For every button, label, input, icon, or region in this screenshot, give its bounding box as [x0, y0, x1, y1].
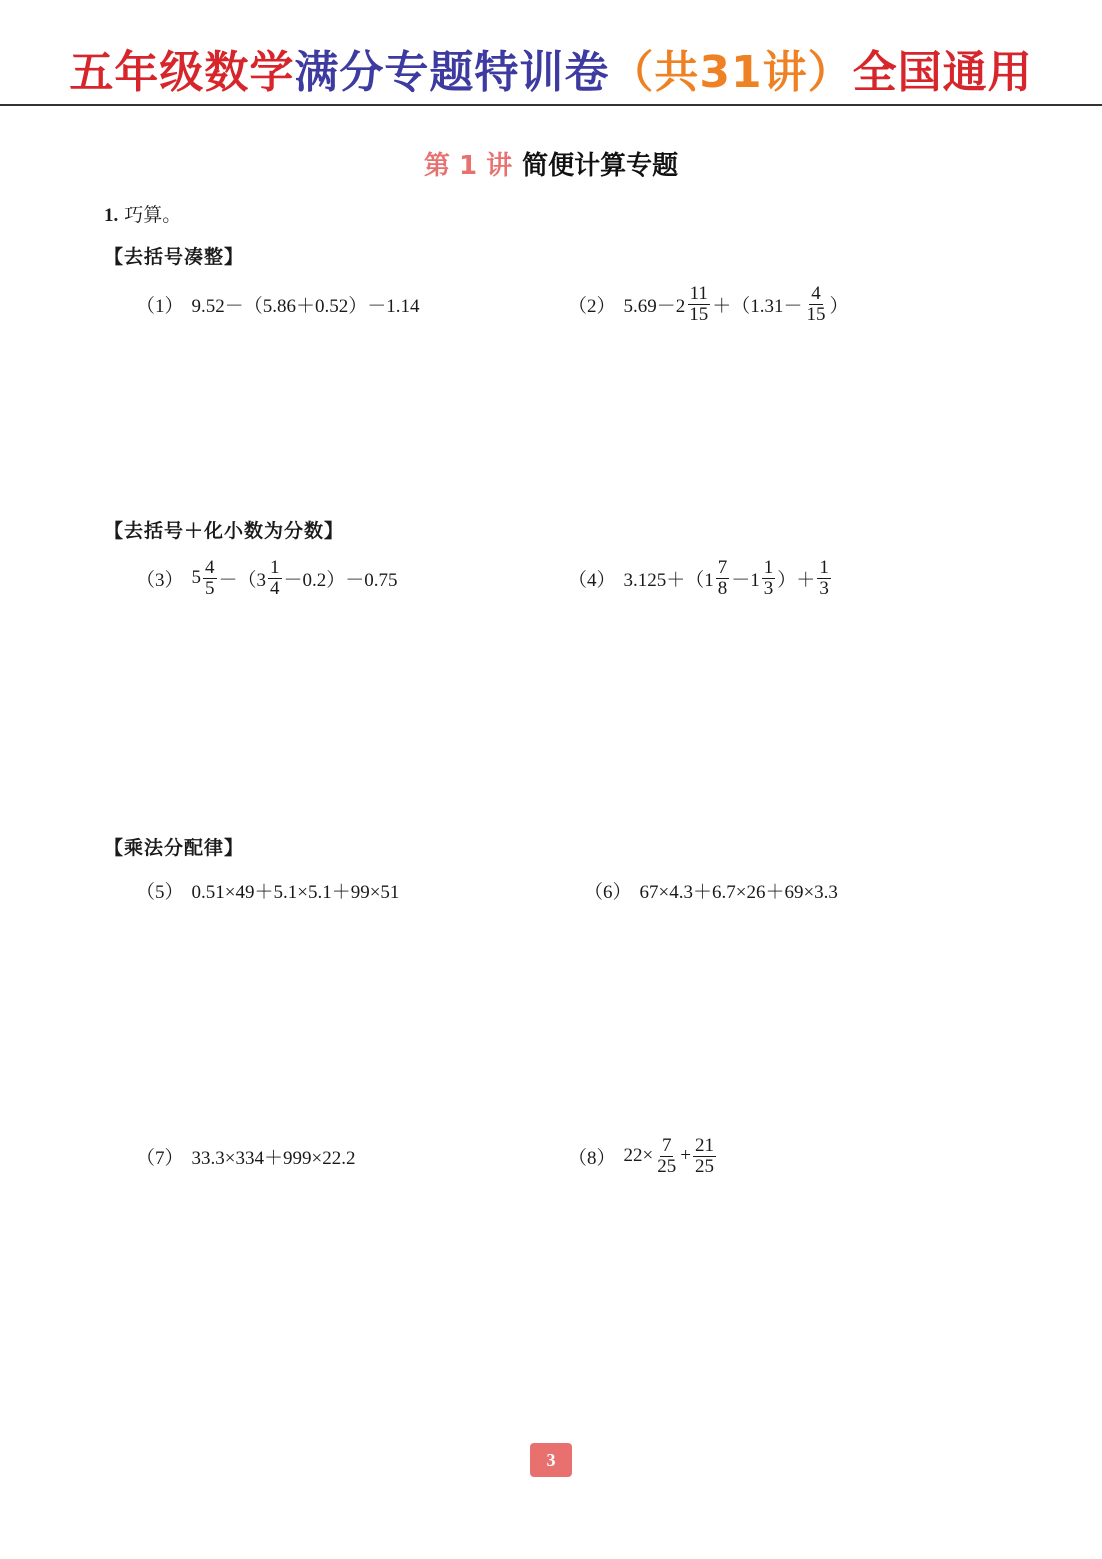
expr-part: ）＋ [777, 569, 816, 591]
page-number-badge: 3 [530, 1443, 572, 1477]
fraction [203, 558, 217, 599]
expr-part: －（3 [218, 569, 267, 591]
fraction [805, 284, 828, 325]
expr-part: + [680, 1145, 691, 1166]
banner-part-title: 满分专题特训卷 [294, 47, 610, 98]
problem-expression: 67×4.3＋6.7×26＋69×3.3 [639, 881, 838, 903]
question-number: 1. [104, 205, 119, 226]
expr-part: 5 [191, 567, 202, 588]
section-heading-3: 【乘法分配律】 [104, 837, 245, 859]
fraction-denominator: 25 [694, 1155, 714, 1177]
fraction-denominator: 8 [717, 577, 728, 599]
fraction-denominator: 5 [205, 577, 215, 599]
expr-part: ） [829, 295, 849, 317]
fraction-denominator: 3 [763, 577, 774, 599]
fraction-denominator: 15 [689, 303, 709, 325]
fraction-numerator: 1 [270, 556, 280, 578]
fraction-numerator: 1 [819, 556, 829, 578]
expr-part: －0.2）－0.75 [283, 569, 398, 591]
fraction-numerator: 7 [661, 1134, 672, 1156]
banner-divider [0, 104, 1102, 106]
expr-part: ＋（1.31－ [712, 295, 803, 317]
fraction [762, 558, 776, 599]
problem-expression: 9.52－（5.86＋0.52）－1.14 [191, 295, 420, 317]
problem-8 [568, 1126, 718, 1186]
expr-part: 22× [623, 1145, 654, 1166]
banner-part-scope: 全国通用 [852, 47, 1033, 98]
fraction-numerator: 11 [689, 282, 708, 304]
fraction-numerator: 4 [811, 282, 821, 304]
lesson-title [0, 145, 1102, 182]
fraction-denominator: 3 [819, 577, 829, 599]
problem-expression: 33.3×334＋999×22.2 [191, 1147, 356, 1169]
fraction [268, 558, 282, 599]
fraction [693, 1136, 716, 1177]
problem-1 [136, 274, 420, 334]
fraction-denominator: 15 [806, 303, 826, 325]
problem-2 [568, 274, 849, 334]
banner-part-count: （共31讲） [609, 47, 853, 98]
section-heading-2: 【去括号＋化小数为分数】 [104, 520, 345, 542]
fraction-numerator: 1 [763, 556, 774, 578]
fraction-denominator: 25 [657, 1155, 677, 1177]
lesson-number: 第 1 讲 [423, 151, 513, 181]
expr-part: －1 [731, 569, 760, 591]
problem-index: （3） [136, 569, 184, 591]
fraction [716, 558, 730, 599]
expr-part: 3.125＋（1 [623, 569, 714, 591]
question-text: 巧算。 [124, 204, 182, 226]
problem-3 [136, 548, 398, 608]
page-banner-title [0, 40, 1102, 106]
fraction-numerator: 21 [694, 1134, 714, 1156]
lesson-name: 简便计算专题 [522, 151, 679, 181]
fraction [687, 284, 710, 325]
problem-index: （7） [136, 1147, 184, 1169]
problem-index: （5） [136, 881, 184, 903]
problem-5 [136, 860, 399, 920]
problem-6 [584, 860, 838, 920]
problem-index: （4） [568, 569, 616, 591]
question-heading [104, 200, 181, 227]
problem-4 [568, 548, 833, 608]
problem-7 [136, 1126, 355, 1186]
fraction-denominator: 4 [270, 577, 280, 599]
expr-part: 5.69－2 [623, 295, 686, 317]
problem-index: （8） [568, 1147, 616, 1169]
problem-index: （6） [584, 881, 632, 903]
problem-index: （2） [568, 295, 616, 317]
fraction [817, 558, 831, 599]
fraction-numerator: 7 [717, 556, 728, 578]
problem-expression: 0.51×49＋5.1×5.1＋99×51 [191, 881, 400, 903]
banner-part-grade: 五年级数学 [69, 47, 295, 98]
fraction-numerator: 4 [205, 556, 215, 578]
section-heading-1: 【去括号凑整】 [104, 246, 245, 268]
problem-index: （1） [136, 295, 184, 317]
fraction [655, 1136, 678, 1177]
